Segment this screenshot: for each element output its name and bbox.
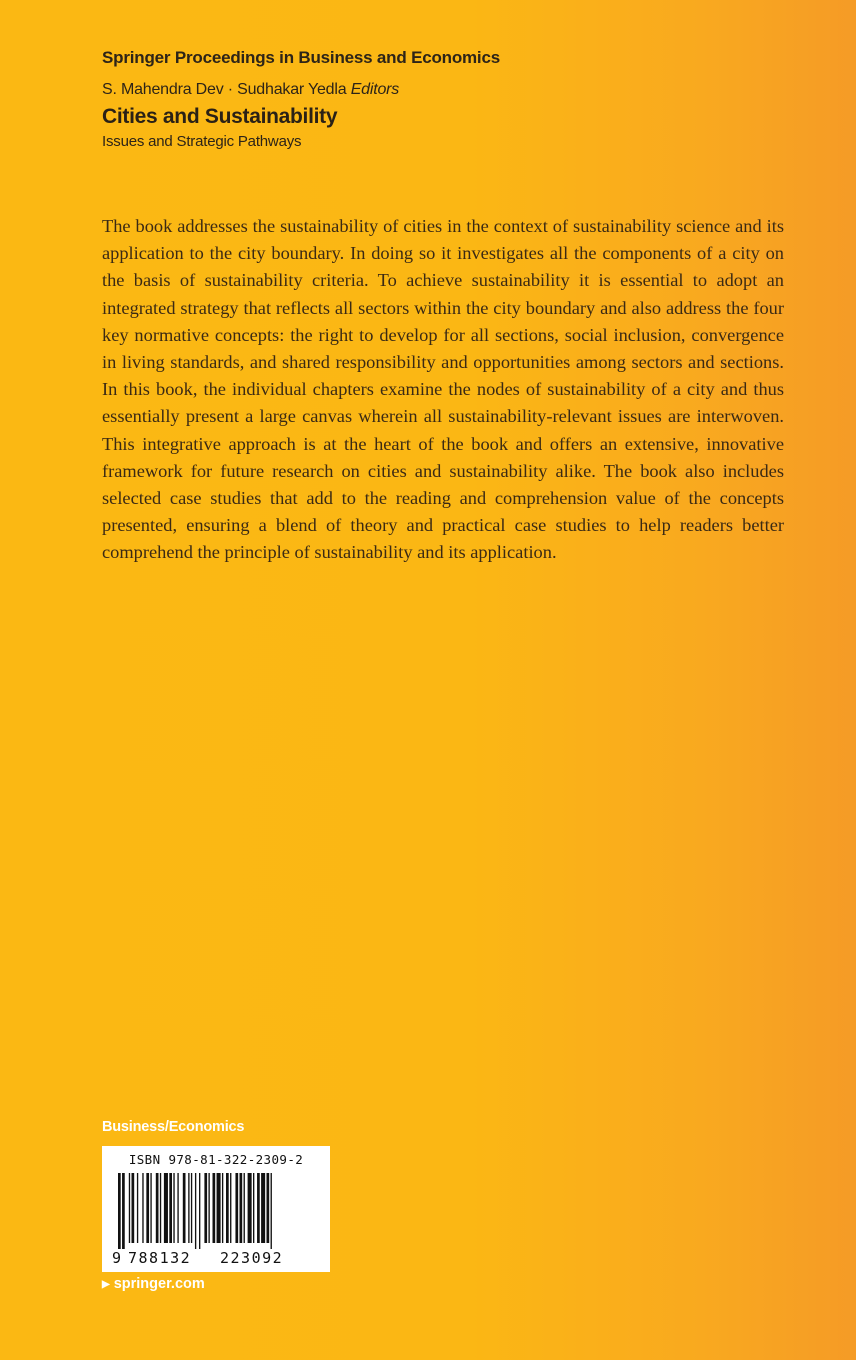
- series-title: Springer Proceedings in Business and Economics: [102, 48, 500, 67]
- website-link[interactable]: springer.com: [113, 1276, 205, 1292]
- barcode-icon: [116, 1173, 316, 1249]
- book-title: Cities and Sustainability: [102, 105, 338, 128]
- isbn-barcode-panel: [102, 1146, 330, 1272]
- editor-names: S. Mahendra Dev · Sudhakar Yedla: [102, 81, 347, 98]
- ean-first-digit: 9: [112, 1249, 122, 1267]
- editors-role: Editors: [350, 81, 400, 98]
- book-subtitle: Issues and Strategic Pathways: [102, 133, 302, 150]
- publisher-website[interactable]: [102, 1276, 205, 1292]
- cover-header: [102, 46, 500, 152]
- editors-line: [102, 80, 500, 100]
- ean-right-group: 223092: [220, 1249, 284, 1267]
- book-description: The book addresses the sustainability of cities in the context of sustainability science and its application to the city boundary. In doing so it investigates all the components of a city on the basis of sustainability criteria. To achieve sustainability it is essential to adopt an integrated strategy that reflects all sectors within the city boundary and also address the four key normative concepts: the right to develop for all sections, social inclusion, convergence in living standards, and shared responsibility and opportunities among sectors and sections. In this book, the individual chapters examine the nodes of sustainability of a city and thus essentially present a large canvas wherein all sustainability-relevant issues are interwoven. This integrative approach is at the heart of the book and offers an extensive, innovative framework for future research on cities and sustainability alike. The book also includes selected case studies that add to the reading and comprehension value of the concepts presented, ensuring a blend of theory and practical case studies to help readers better comprehend the principle of sustainability and its application.: [102, 216, 784, 563]
- isbn-label: ISBN 978-81-322-2309-2: [128, 1152, 304, 1167]
- arrow-right-icon: ▶: [102, 1279, 110, 1290]
- subject-category: Business/Economics: [102, 1119, 245, 1135]
- ean-left-group: 788132: [128, 1249, 192, 1267]
